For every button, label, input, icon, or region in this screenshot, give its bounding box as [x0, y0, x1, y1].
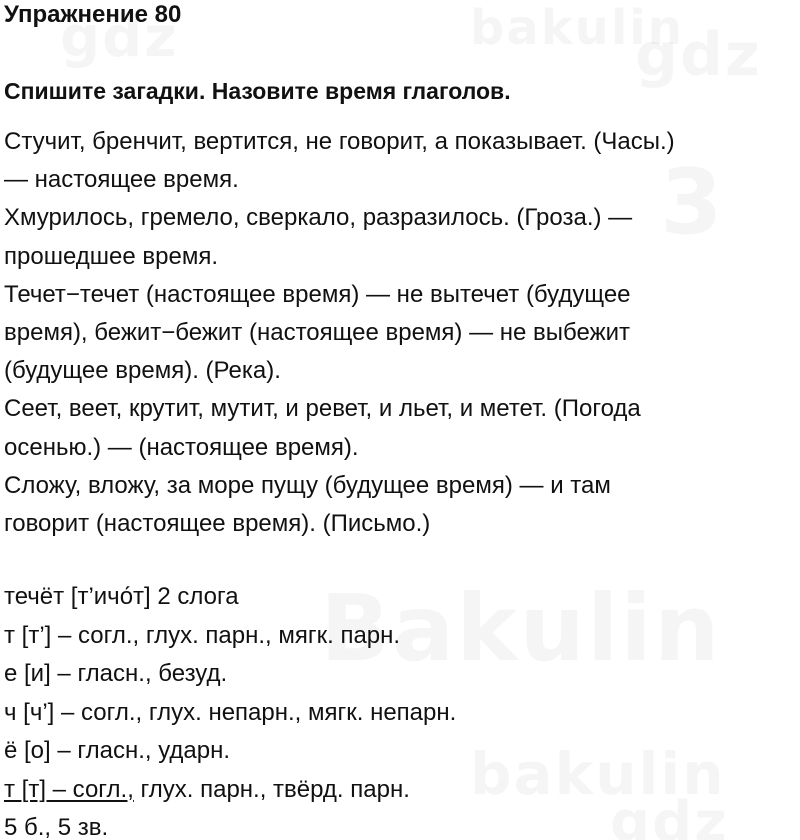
- watermark: [610, 790, 729, 840]
- analysis-heading: течёт [т’ичо́т] 2 слога: [4, 583, 239, 610]
- text-line: говорит (настоящее время). (Письмо.): [4, 510, 431, 538]
- sound-line: ч [ч’] – согл., глух. непарн., мягк. непарн.: [4, 698, 457, 726]
- text-line: Хмурилось, гремело, сверкало, разразилось. (Гроза.) —: [4, 204, 633, 232]
- sound-line: ё [о] – гласн., ударн.: [4, 737, 231, 764]
- watermark: [470, 740, 726, 808]
- sound-line-rest: глух. парн., твёрд. парн.: [133, 775, 410, 803]
- sound-line-last: [4, 771, 456, 810]
- text-line: Течет−течет (настоящее время) — не вытечет (будущее: [4, 280, 631, 308]
- text-line: прошедшее время.: [4, 242, 218, 270]
- text-line: осенью.) — (настоящее время).: [4, 433, 359, 461]
- text-line: Стучит, бренчит, вертится, не говорит, а показывает. (Часы.): [4, 128, 675, 155]
- phonetic-analysis: [4, 578, 456, 840]
- watermark: [470, 0, 684, 56]
- text-line: — настоящее время.: [4, 166, 239, 194]
- underlined-segment: т [т] – согл.,: [4, 775, 134, 803]
- text-line: время), бежит−бежит (настоящее время) — не выбежит: [4, 319, 631, 347]
- text-line: Сложу, вложу, за море пущу (будущее время) — и там: [4, 471, 611, 499]
- exercise-task: Спишите загадки. Назовите время глаголов.: [4, 78, 511, 104]
- watermark: [635, 20, 762, 90]
- riddles-text: [4, 123, 675, 543]
- text-line: (будущее время). (Река).: [4, 357, 281, 385]
- analysis-summary: 5 б., 5 зв.: [4, 814, 109, 840]
- exercise-title: Упражнение 80: [4, 1, 182, 28]
- sound-line: т [т’] – согл., глух. парн., мягк. парн.: [4, 621, 401, 649]
- text-line: Сеет, веет, крутит, мутит, и ревет, и льет, и метет. (Погода: [4, 395, 641, 423]
- sound-line: е [и] – гласн., безуд.: [4, 660, 228, 687]
